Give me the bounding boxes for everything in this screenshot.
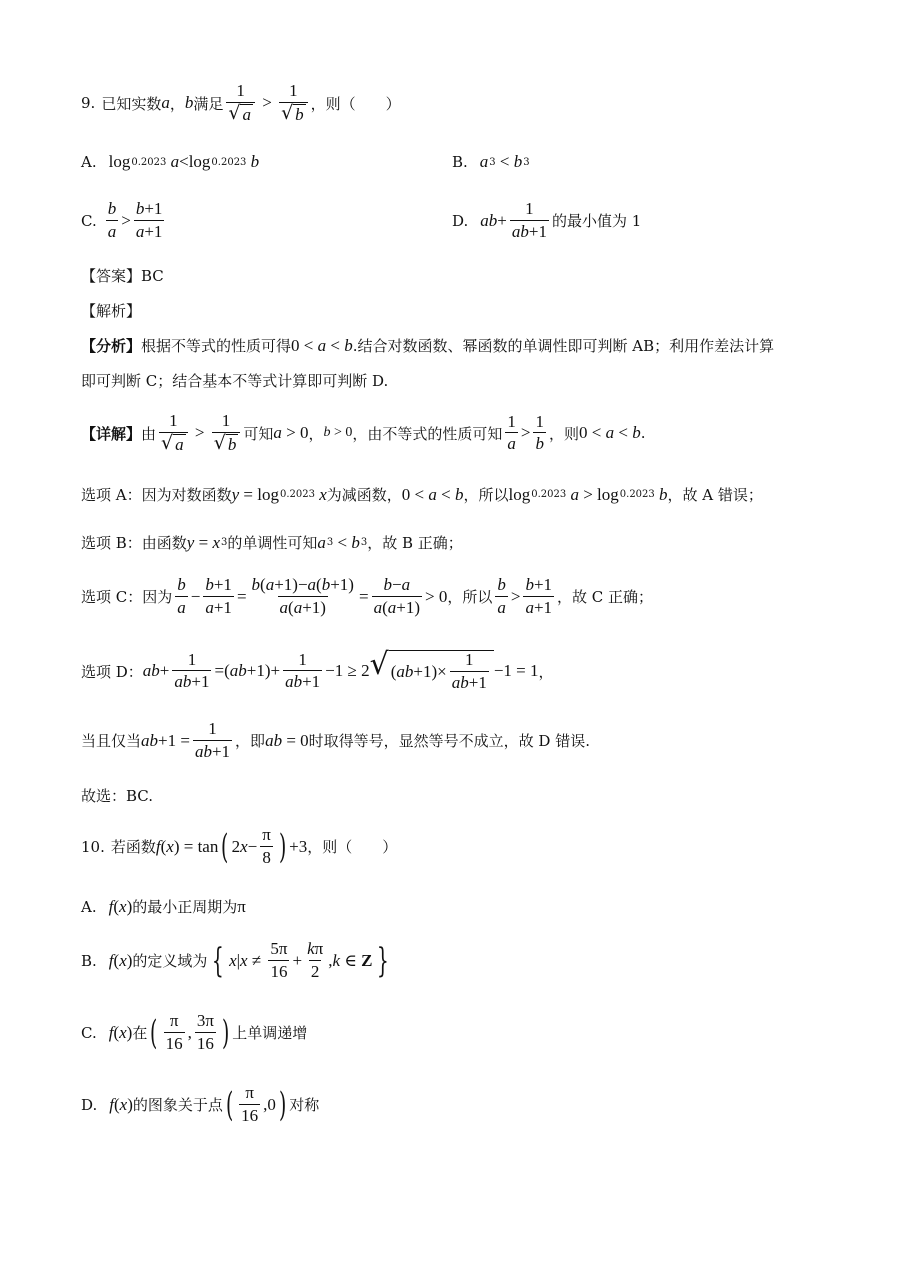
q10-stem: 10. 若函数 f ( x ) = tan ( 2 x − $\frac{\pi}{8}$ ) +3 ，则（ ）: [81, 825, 398, 867]
q9-option-d: D. ab + $\frac{1}{ab+1}$ 的最小值为 1: [452, 199, 642, 241]
q9-option-c: C. $\frac{b}{a}$ > $\frac{b+1}{a+1}$: [81, 199, 163, 241]
q9-xiangjie: 【详解】 由 1 √ a > 1 √ b 可知 a > 0 ， b > 0 ，由不等式的性质可知 $\frac{1}{a}$ > $\frac{1}{b}$ ，则 0 < a < b .: [81, 411, 646, 454]
q9-solution-b: 选项 B：由函数 y = x 3 的单调性可知 a 3 < b 3 ，故 B 正确；: [81, 532, 463, 552]
q10-option-c: C. f ( x ) 在 ( $\frac{\pi}{16}$ , $\frac{3\pi}{16}$ ) 上单调递增: [81, 1011, 308, 1053]
q9-fenxi-line2: 即可判断 C；结合基本不等式计算即可判断 D.: [81, 372, 389, 390]
frac-1-sqrt-b: 1 √ b: [279, 82, 308, 124]
q10-option-b: B. f ( x ) 的定义域为 { x | x ≠ $\frac{5\pi}{16}$ + $\frac{k\pi}{2}$ , k ∈ Z }: [81, 939, 390, 981]
q9-solution-d: 选项 D： ab + $\frac{1}{ab+1}$ =( ab +1)+ $\frac{1}{ab+1}$ −1 ≥ 2 √ ( ab +1)× $\frac{1}{ab+1}$ −1 = 1 ，: [81, 647, 554, 692]
q9-fenxi: 【分析】 根据不等式的性质可得 0 < a < b .结合对数函数、幂函数的单调性即可判断 AB；利用作差法计算: [81, 335, 775, 355]
q9-stem: 9. 已知实数 a ， b 满足 1 √ a > 1 √ b ，则（ ）: [81, 81, 401, 124]
q10-option-a: A. f ( x ) 的最小正周期为 π: [81, 896, 246, 916]
q9-option-a: A. log 0.2023 a < log 0.2023 b: [81, 152, 260, 171]
q9-answer: 【答案】BC: [81, 267, 164, 285]
q10-option-d: D. f ( x ) 的图象关于点 ( $\frac{\pi}{16}$ ,0 ) 对称: [81, 1083, 320, 1125]
q9-solution-a: 选项 A：因为对数函数 y = log 0.2023 x 为减函数， 0 < a < b ，所以 log 0.2023 a > log 0.2023 b ，故 A 错误；: [81, 484, 763, 504]
frac-1-sqrt-a: 1 √ a: [226, 82, 255, 124]
q9-equality: 当且仅当 ab +1 = $\frac{1}{ab+1}$ ，即 ab = 0 时取得等号，显然等号不成立，故 D 错误.: [81, 719, 590, 761]
q10-number: 10.: [81, 837, 105, 856]
q9-solution-c: 选项 C：因为 $\frac{b}{a}$ − $\frac{b+1}{a+1}$ = $\frac{b(a+1)-a(b+1)}{a(a+1)}$ = $\frac{b-a}{a(a+1)}$ > 0 ，所以 $\frac{b}{a}$ > $\frac{b+1}{a+1}$ ，故 C 正确；: [81, 575, 654, 617]
q9-number: 9.: [81, 94, 96, 113]
q9-option-b: B. a 3 < b 3: [452, 152, 530, 171]
q9-analysis-head: 【解析】: [81, 302, 142, 320]
q9-choose: 故选：BC.: [81, 787, 154, 805]
